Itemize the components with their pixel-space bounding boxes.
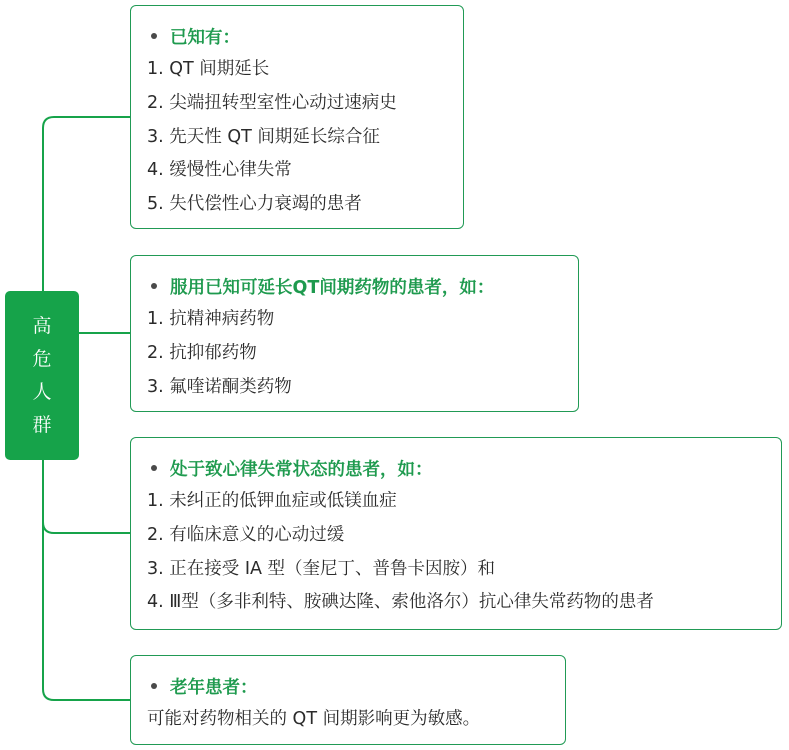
- box-heading: [147, 451, 781, 485]
- known-conditions-box: [130, 5, 464, 229]
- box-heading: [147, 269, 578, 303]
- connector-branch-4: [43, 522, 131, 700]
- list-item: 3. 氟喹诺酮类药物: [147, 376, 292, 397]
- list-item: 3. 正在接受 IA 型（奎尼丁、普鲁卡因胺）和: [147, 558, 496, 579]
- qt-prolonging-drugs-box: [130, 255, 579, 412]
- list-item: 1. QT 间期延长: [147, 59, 270, 79]
- proarrhythmic-state-box: [130, 437, 782, 630]
- heading-text: 处于致心律失常状态的患者，如：: [170, 459, 433, 480]
- list-item: 1. 未纠正的低钾血症或低镁血症: [147, 491, 397, 511]
- bullet-icon: [151, 465, 157, 471]
- list-item: 1. 抗精神病药物: [147, 309, 275, 329]
- root-node-high-risk-group: [5, 291, 79, 460]
- root-label-char: 人: [32, 380, 52, 403]
- list-item: 4. Ⅲ型（多非利特、胺碘达隆、索他洛尔）抗心律失常药物的患者: [147, 592, 654, 613]
- heading-text: 老年患者：: [170, 677, 258, 698]
- list-item: 5. 失代偿性心力衰竭的患者: [147, 194, 362, 215]
- list-item: 3. 先天性 QT 间期延长综合征: [147, 126, 380, 147]
- list-item: 可能对药物相关的 QT 间期影响更为敏感。: [147, 709, 481, 729]
- heading-text: 已知有：: [170, 27, 240, 48]
- connector-trunk: [43, 117, 131, 291]
- bullet-icon: [151, 33, 157, 39]
- list-item: 2. 抗抑郁药物: [147, 342, 257, 363]
- box-heading: [147, 669, 565, 703]
- bullet-icon: [151, 283, 157, 289]
- root-label-char: 危: [32, 347, 52, 370]
- box-heading: [147, 19, 463, 53]
- bullet-icon: [151, 683, 157, 689]
- heading-text: 服用已知可延长QT间期药物的患者，如：: [170, 277, 495, 298]
- root-label-char: 高: [32, 314, 52, 337]
- elderly-patients-box: [130, 655, 566, 745]
- list-item: 2. 尖端扭转型室性心动过速病史: [147, 92, 397, 113]
- root-label-char: 群: [32, 413, 52, 436]
- list-item: 2. 有临床意义的心动过缓: [147, 524, 345, 545]
- list-item: 4. 缓慢性心律失常: [147, 160, 292, 181]
- connector-branch-3: [43, 460, 131, 533]
